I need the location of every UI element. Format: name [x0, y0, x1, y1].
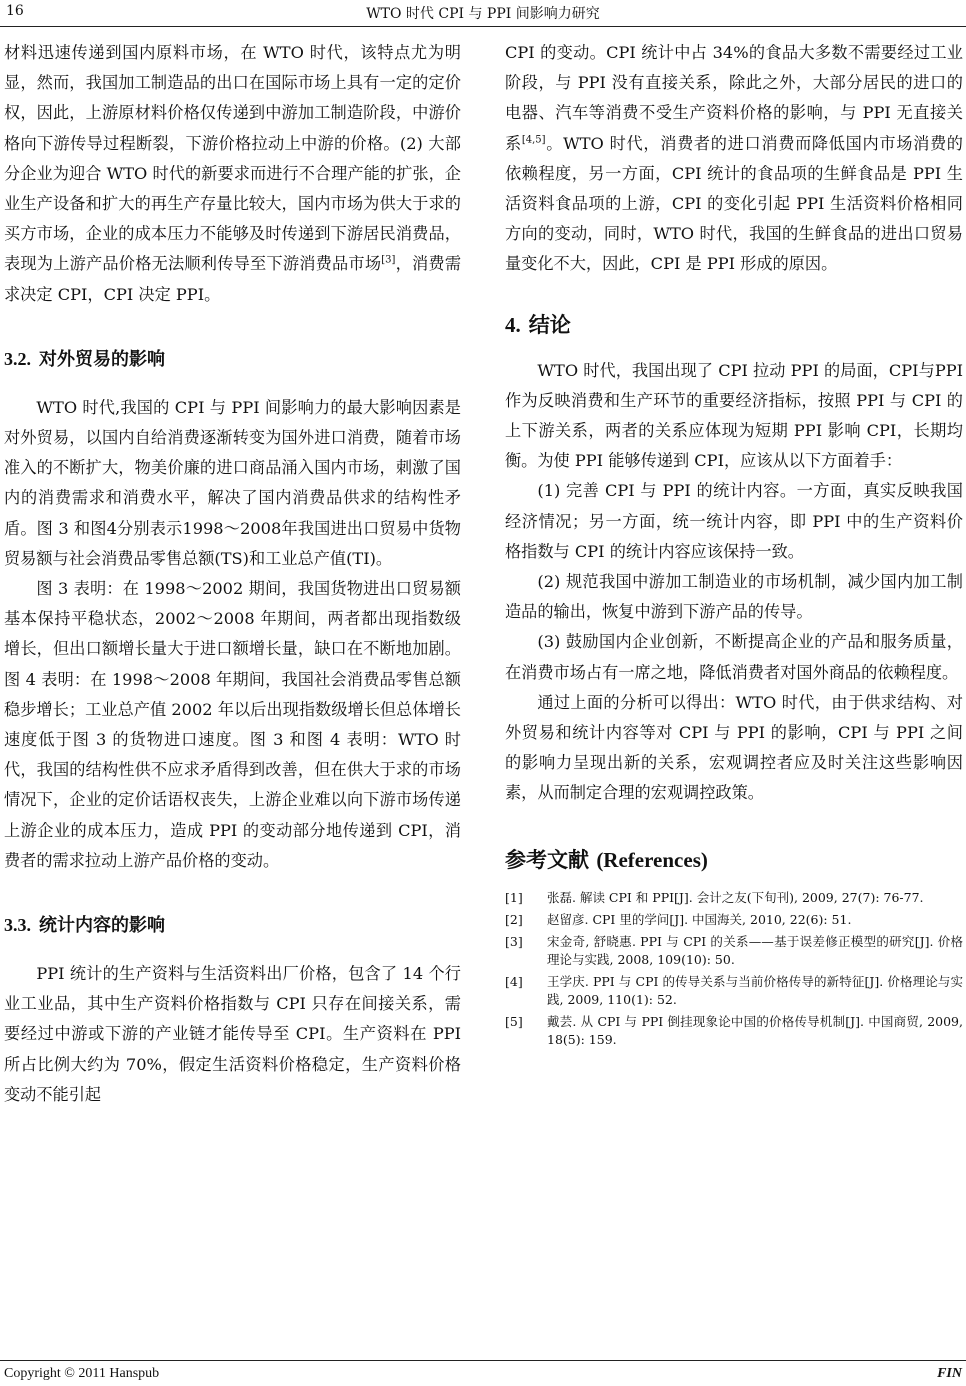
paragraph-continued: 材料迅速传递到国内原料市场，在 WTO 时代，该特点尤为明显，然而，我国加工制造品的出口在国际市场上具有一定的定价权，因此，上游原材料价格仅传递到中游加工制造阶段，中游价格向下游传导过程断裂，下游价格拉动上中游的价格。(2) 大部分企业为迎合 WTO 时代的新要求而进行不合理产能的扩张，企业生产设备和扩大的再生产存量比较大，国内市场为供大于求的买方市场，企业的成本压力不能够及时传递到下游居民消费品，表现为上游产品价格无法顺利传导至下游消费品市场[3]，消费需求决定 CPI，CPI 决定 PPI。: [4, 43, 462, 304]
reference-text: 戴芸. 从 CPI 与 PPI 倒挂现象论中国的价格传导机制[J]. 中国商贸, 2009, 18(5): 159.: [547, 1013, 963, 1047]
paragraph: WTO 时代,我国的 CPI 与 PPI 间影响力的最大影响因素是对外贸易，以国内自给消费逐渐转变为国外进口消费，随着市场准入的不断扩大，物美价廉的进口商品涌入国内市场，刺激了国内的消费需求和消费水平，解决了国内消费品供求的结构性矛盾。图 3 和图4分别表示1998～2008年我国进出口贸易中货物贸易额与社会消费品零售总额(TS)和工业总产值(TI)。: [4, 397, 461, 568]
paragraph: 图 3 表明：在 1998～2002 期间，我国货物进出口贸易额基本保持平稳状态，2002～2008 年期间，两者都出现指数级增长，但出口额增长量大于进口额增长量，缺口在不断地加剧。图 4 表明：在 1998～2008 年期间，我国社会消费品零售总额稳步增长；工业总产值 2002 年以后出现指数级增长但总体增长速度低于图 3 的货物进口速度。图 3 和图 4 表明：WTO 时代，我国的结构性供不应求矛盾得到改善，但在供大于求的市场情况下，企业的定价话语权丧失，上游企业难以向下游市场传递上游企业的成本压力，造成 PPI 的变动部分地传递到 CPI，消费者的需求拉动上游产品价格的变动。: [4, 579, 461, 870]
reference-item: [505, 933, 963, 969]
reference-number: [4]: [505, 973, 523, 989]
references-list: [505, 889, 963, 1049]
section-heading-4: 4. 结论: [505, 312, 571, 337]
reference-item: [505, 1013, 963, 1049]
reference-number: [3]: [505, 933, 523, 949]
reference-item: [505, 889, 963, 907]
page-header: [0, 0, 966, 27]
reference-number: [2]: [505, 911, 523, 927]
reference-text: 张磊. 解读 CPI 和 PPI[J]. 会计之友(下旬刊), 2009, 27(7): 76-77.: [547, 889, 924, 905]
running-title: WTO 时代 CPI 与 PPI 间影响力研究: [366, 6, 600, 22]
paragraph: WTO 时代，我国出现了 CPI 拉动 PPI 的局面，CPI与PPI作为反映消费和生产环节的重要经济指标，按照 PPI 与 CPI 的上下游关系，两者的关系应体现为短期 PPI 影响 CPI，长期均衡。为使 PPI 能够传递到 CPI，应该从以下方面着手：: [505, 360, 963, 471]
section-heading-3-3: 3.3. 统计内容的影响: [4, 915, 165, 937]
citation[interactable]: [3]: [381, 255, 396, 267]
reference-item: [505, 911, 963, 929]
left-column: [4, 38, 461, 1110]
paragraph: (3) 鼓励国内企业创新，不断提高企业的产品和服务质量，在消费市场占有一席之地，降低消费者对国外商品的依赖程度。: [505, 632, 963, 682]
citation[interactable]: [4,5]: [521, 134, 546, 146]
reference-text: 王学庆. PPI 与 CPI 的传导关系与当前价格传导的新特征[J]. 价格理论与实践, 2009, 110(1): 52.: [547, 973, 963, 1007]
paragraph: (2) 规范我国中游加工制造业的市场机制，减少国内加工制造品的输出，恢复中游到下游产品的传导。: [505, 572, 963, 622]
page-number: 16: [6, 3, 24, 19]
paragraph: 通过上面的分析可以得出：WTO 时代，由于供求结构、对外贸易和统计内容等对 CPI 与 PPI 的影响，CPI 与 PPI 之间的影响力呈现出新的关系，宏观调控者应及时关注这些影响因素，从而制定合理的宏观调控政策。: [505, 692, 963, 803]
reference-item: [505, 973, 963, 1009]
copyright-notice: Copyright © 2011 Hanspub: [4, 1366, 160, 1381]
reference-text: 宋金奇, 舒晓惠. PPI 与 CPI 的关系——基于误差修正模型的研究[J]. 价格理论与实践, 2008, 109(10): 50.: [547, 933, 963, 967]
reference-number: [5]: [505, 1013, 523, 1029]
section-heading-3-2: 3.2. 对外贸易的影响: [4, 348, 165, 370]
paragraph: (1) 完善 CPI 与 PPI 的统计内容。一方面，真实反映我国经济情况；另一方面，统一统计内容，即 PPI 中的生产资料价格指数与 CPI 的统计内容应该保持一致。: [505, 481, 963, 561]
page-footer: [0, 1360, 966, 1385]
right-column: [505, 38, 963, 1053]
paragraph-continued: CPI 的变动。CPI 统计中占 34%的食品大多数不需要经过工业阶段，与 PPI 没有直接关系，除此之外，大部分居民的进口的电器、汽车等消费不受生产资料价格的影响，与 PPI 无直接关系[4,5]。WTO 时代，消费者的进口消费而降低国内市场消费的依赖程度，另一方面，CPI 统计的食品项的生鲜食品是 PPI 生活资料食品项的上游，CPI 的变化引起 PPI 生活资料价格相同方向的变动，同时，WTO 时代，我国的生鲜食品的进出口贸易量变化不大，因此，CPI 是 PPI 形成的原因。: [505, 43, 963, 274]
journal-abbrev: FIN: [937, 1366, 962, 1381]
paragraph: PPI 统计的生产资料与生活资料出厂价格，包含了 14 个行业工业品，其中生产资料价格指数与 CPI 只存在间接关系，需要经过中游或下游的产业链才能传导至 CPI。生产资料在 PPI 所占比例大约为 70%，假定生活资料价格稳定，生产资料价格变动不能引起: [4, 964, 461, 1104]
references-heading: 参考文献 (References): [505, 847, 708, 872]
reference-number: [1]: [505, 889, 523, 905]
reference-text: 赵留彦. CPI 里的学问[J]. 中国海关, 2010, 22(6): 51.: [547, 911, 852, 927]
